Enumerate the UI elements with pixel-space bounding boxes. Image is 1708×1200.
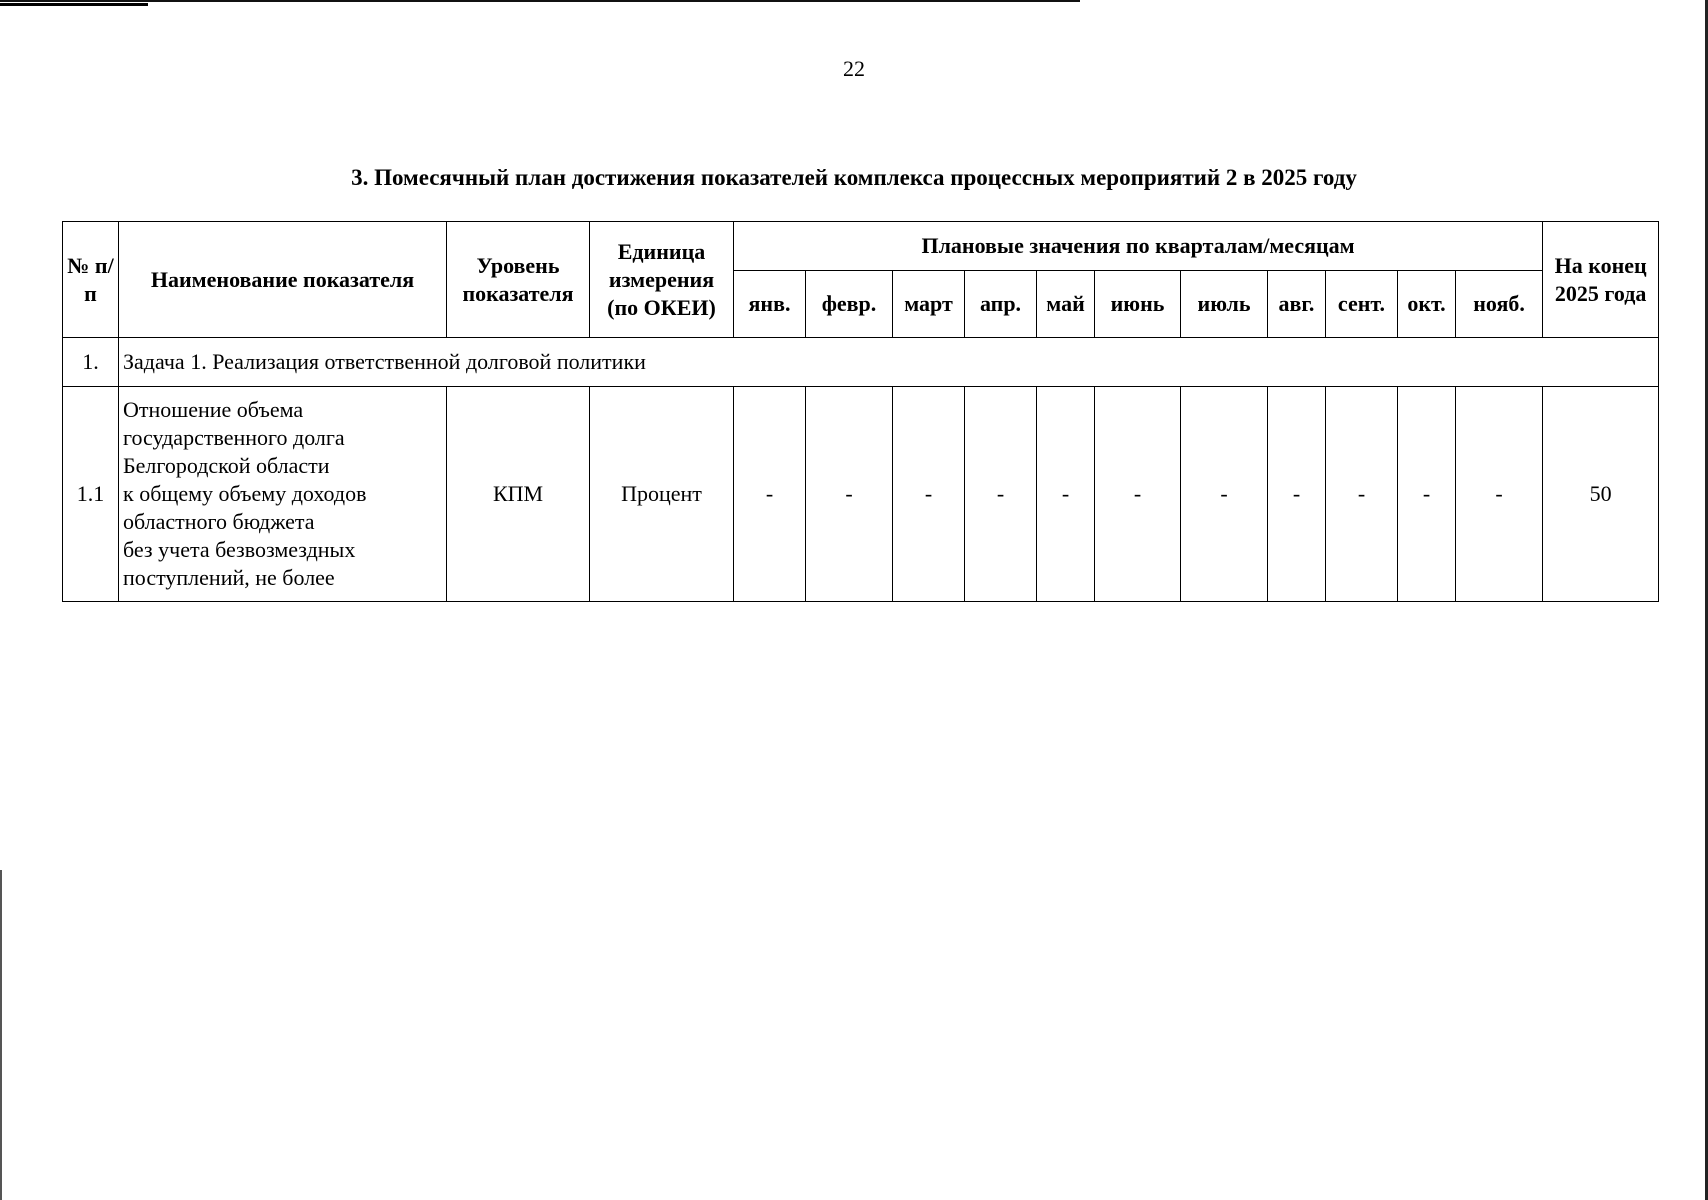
task-num: 1. (63, 338, 119, 387)
monthly-value: - (1181, 387, 1268, 602)
document-title: 3. Помесячный план достижения показателей комплекса процессных мероприятий 2 в 2025 году (351, 165, 1357, 190)
header-month: май (1037, 271, 1095, 338)
indicator-name (119, 387, 447, 602)
scan-edge-top (0, 0, 1080, 2)
monthly-value: - (893, 387, 965, 602)
monthly-value: - (1268, 387, 1326, 602)
indicator-name-line: Белгородской области (123, 453, 330, 478)
monthly-value: - (1398, 387, 1456, 602)
page-number: 22 (843, 56, 865, 81)
indicator-name-line: без учета безвозмездных (123, 537, 356, 562)
indicator-level: КПМ (447, 387, 590, 602)
header-month: сент. (1326, 271, 1398, 338)
header-month: март (893, 271, 965, 338)
monthly-value: - (1037, 387, 1095, 602)
scan-edge-top-mark (0, 3, 148, 6)
header-month: янв. (734, 271, 806, 338)
header-month: апр. (965, 271, 1037, 338)
header-end-of-year: На конец 2025 года (1543, 222, 1659, 338)
header-month: авг. (1268, 271, 1326, 338)
header-month: окт. (1398, 271, 1456, 338)
monthly-value: - (806, 387, 893, 602)
header-level: Уровень показателя (447, 222, 590, 338)
monthly-value: - (1326, 387, 1398, 602)
header-month: февр. (806, 271, 893, 338)
monthly-plan-table (62, 221, 1659, 602)
monthly-value: - (965, 387, 1037, 602)
header-unit: Единица измерения (по ОКЕИ) (590, 222, 734, 338)
end-of-year-value: 50 (1543, 387, 1659, 602)
monthly-value: - (1456, 387, 1543, 602)
scan-edge-left (0, 870, 2, 1200)
header-month: нояб. (1456, 271, 1543, 338)
indicator-name-line: поступлений, не более (123, 565, 335, 590)
task-row (63, 338, 1659, 387)
header-month: июнь (1095, 271, 1181, 338)
indicator-name-line: государственного долга (123, 425, 345, 450)
monthly-value: - (1095, 387, 1181, 602)
indicator-unit: Процент (590, 387, 734, 602)
indicator-name-line: областного бюджета (123, 509, 315, 534)
header-month: июль (1181, 271, 1268, 338)
row-num: 1.1 (63, 387, 119, 602)
header-num: № п/п (63, 222, 119, 338)
monthly-value: - (734, 387, 806, 602)
task-text: Задача 1. Реализация ответственной долговой политики (119, 338, 1659, 387)
indicator-name-line: Отношение объема (123, 397, 304, 422)
table-row (63, 387, 1659, 602)
indicator-name-line: к общему объему доходов (123, 481, 367, 506)
header-name: Наименование показателя (119, 222, 447, 338)
header-planned-values: Плановые значения по кварталам/месяцам (734, 222, 1543, 271)
